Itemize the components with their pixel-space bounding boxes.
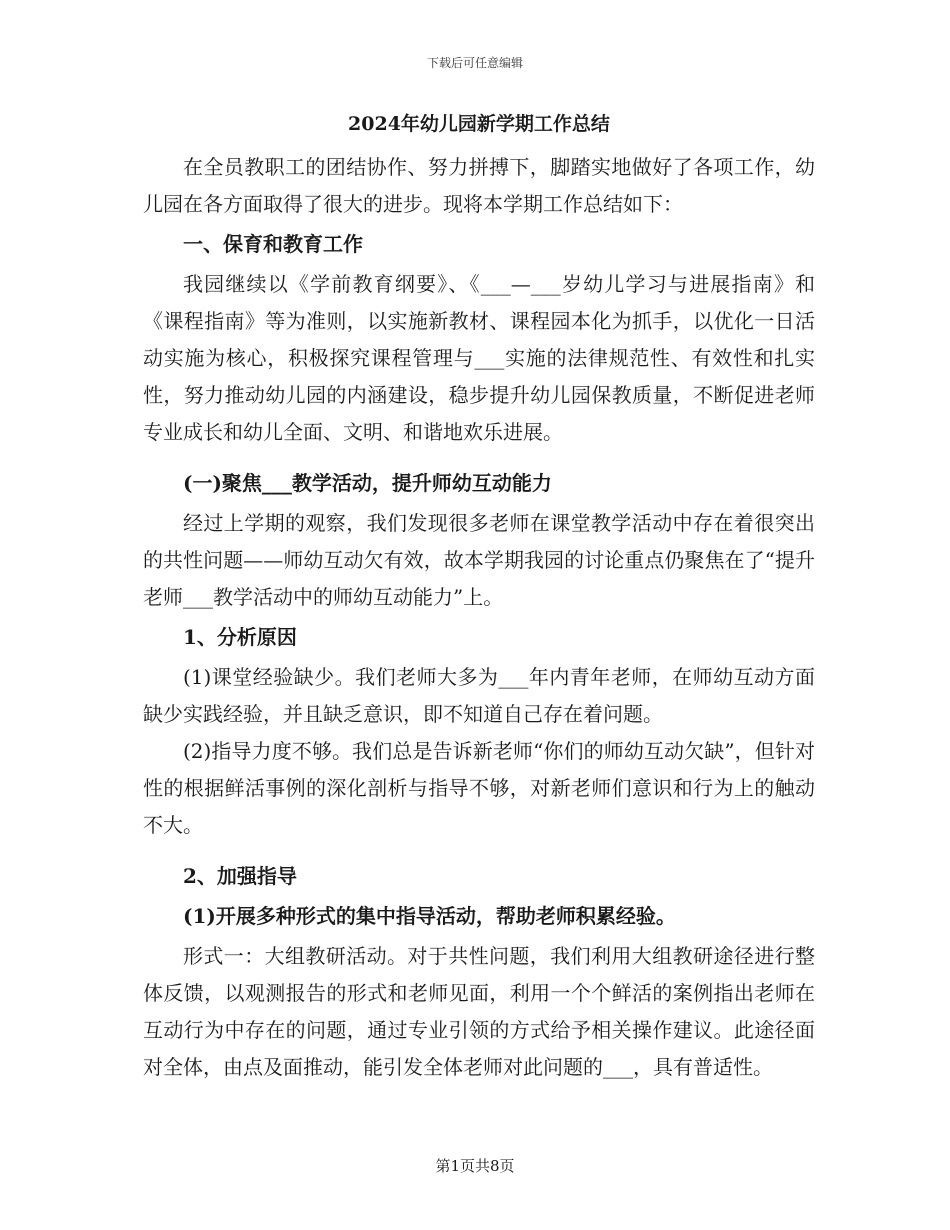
measure-heading-1: (1)开展多种形式的集中指导活动，帮助老师积累经验。 [183,904,676,928]
document-body [143,112,815,1086]
reason-paragraph-1: (1)课堂经验缺少。我们老师大多为___年内青年老师，在师幼互动方面缺少实践经验，并且缺乏意识，即不知道自己存在着问题。 [143,665,815,726]
intro-paragraph: 在全员教职工的团结协作、努力拼搏下，脚踏实地做好了各项工作，幼儿园在各方面取得了很大的进步。现将本学期工作总结如下： [143,155,815,216]
reason-paragraph-2: (2)指导力度不够。我们总是告诉新老师“你们的师幼互动欠缺”，但针对性的根据鲜活事例的深化剖析与指导不够，对新老师们意识和行为上的触动不大。 [143,739,815,837]
header-note: 下载后可任意编辑 [426,56,523,70]
section-heading-care-education: 一、保育和教育工作 [183,232,363,256]
subsection-heading-teacher-child-interaction: (一)聚焦___教学活动，提升师幼互动能力 [183,471,552,495]
page-footer: 第1页共8页 [435,1157,515,1175]
point-heading-strengthen-guidance: 2、加强指导 [183,864,297,888]
document-title: 2024年幼儿园新学期工作总结 [348,113,610,135]
subsection-body-teacher-child-interaction: 经过上学期的观察，我们发现很多老师在课堂教学活动中存在着很突出的共性问题——师幼互动欠有效，故本学期我园的讨论重点仍聚焦在了“提升老师___教学活动中的师幼互动能力”上。 [143,511,815,609]
point-heading-analyze-causes: 1、分析原因 [183,625,297,649]
form-paragraph-1: 形式一：大组教研活动。对于共性问题，我们利用大组教研途径进行整体反馈，以观测报告的形式和老师见面，利用一个个鲜活的案例指出老师在互动行为中存在的问题，通过专业引领的方式给予相关操作建议。此途径面对全体，由点及面推动，能引发全体老师对此问题的___，具有普适性。 [143,944,815,1079]
section-body-care-education: 我园继续以《学前教育纲要》、《___—___岁幼儿学习与进展指南》和《课程指南》等为准则，以实施新教材、课程园本化为抓手，以优化一日活动实施为核心，积极探究课程管理与___实施的法律规范性、有效性和扎实性，努力推动幼儿园的内涵建设，稳步提升幼儿园保教质量，不断促进老师专业成长和幼儿全面、文明、和谐地欢乐进展。 [143,272,815,444]
